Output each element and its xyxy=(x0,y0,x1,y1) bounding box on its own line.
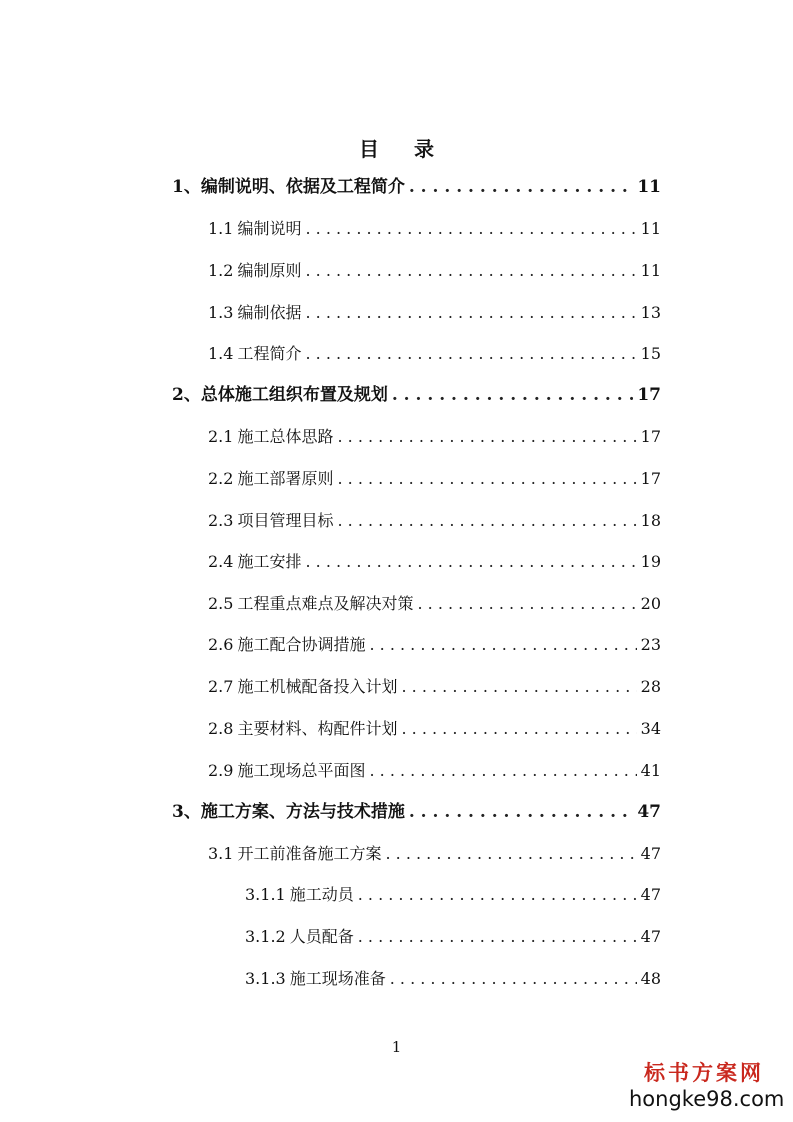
toc-entry-page: 47 xyxy=(640,844,661,863)
toc-entry-number: 3.1 xyxy=(208,844,234,863)
toc-entry-number: 2.2 xyxy=(208,469,234,488)
toc-entry-page: 20 xyxy=(640,594,661,613)
dot-leader xyxy=(337,466,636,492)
dot-leader xyxy=(390,966,637,992)
toc-entry-page: 11 xyxy=(637,177,661,197)
toc-entry-number: 1.2 xyxy=(208,261,234,280)
toc-entry-number: 1.4 xyxy=(208,344,234,363)
dot-leader xyxy=(337,424,636,450)
toc-entry-page: 23 xyxy=(640,635,661,654)
dot-leader xyxy=(305,216,636,242)
toc-entry[interactable] xyxy=(245,966,661,992)
toc-entry-page: 15 xyxy=(640,344,661,363)
dot-leader xyxy=(337,508,636,534)
toc-entry-text: 工程简介 xyxy=(237,344,302,363)
toc-entry-page: 17 xyxy=(637,385,661,405)
dot-leader xyxy=(358,924,637,950)
dot-leader xyxy=(369,758,636,784)
dot-leader xyxy=(305,258,636,284)
toc-entry-page: 48 xyxy=(640,969,661,988)
toc-entry-page: 47 xyxy=(640,885,661,904)
toc-entry[interactable] xyxy=(208,841,661,867)
toc-entry-page: 28 xyxy=(640,677,661,696)
toc-entry-text: 编制说明、依据及工程简介 xyxy=(200,177,405,197)
toc-entry-number: 2.8 xyxy=(208,719,234,738)
toc-entry-text: 施工部署原则 xyxy=(237,469,334,488)
toc-entry[interactable] xyxy=(172,174,661,200)
toc-entry-number: 2、 xyxy=(172,385,201,405)
dot-leader xyxy=(358,882,637,908)
toc-entry-text: 总体施工组织布置及规划 xyxy=(200,385,388,405)
toc-entry-number: 1、 xyxy=(172,177,201,197)
toc-entry-text: 施工配合协调措施 xyxy=(237,635,366,654)
toc-entry-text: 工程重点难点及解决对策 xyxy=(237,594,414,613)
dot-leader xyxy=(401,716,636,742)
toc-entry-page: 11 xyxy=(640,261,661,280)
toc-entry-number: 2.1 xyxy=(208,427,234,446)
toc-entry[interactable] xyxy=(208,258,661,284)
toc-entry-number: 2.3 xyxy=(208,511,234,530)
watermark xyxy=(629,1060,785,1112)
toc-entry-page: 17 xyxy=(640,469,661,488)
toc-entry-text: 施工动员 xyxy=(289,885,354,904)
toc-entry[interactable] xyxy=(208,216,661,242)
dot-leader xyxy=(385,841,636,867)
toc-entry-page: 13 xyxy=(640,303,661,322)
toc-title: 目 录 xyxy=(359,137,448,161)
toc-entry-text: 开工前准备施工方案 xyxy=(237,844,382,863)
toc-entry-number: 3.1.2 xyxy=(245,927,286,946)
dot-leader xyxy=(409,174,633,200)
toc-entry-page: 18 xyxy=(640,511,661,530)
toc-entry[interactable] xyxy=(208,632,661,658)
toc-entry[interactable] xyxy=(208,424,661,450)
toc-entry-text: 主要材料、构配件计划 xyxy=(237,719,398,738)
toc-entry-text: 施工总体思路 xyxy=(237,427,334,446)
toc-entry[interactable] xyxy=(208,591,661,617)
toc-entry-page: 17 xyxy=(640,427,661,446)
toc-entry[interactable] xyxy=(208,674,661,700)
toc-entry-page: 47 xyxy=(637,802,661,822)
toc-entry-number: 1.1 xyxy=(208,219,234,238)
toc-entry-text: 施工现场准备 xyxy=(289,969,386,988)
toc-entry-number: 1.3 xyxy=(208,303,234,322)
toc-entry-text: 项目管理目标 xyxy=(237,511,334,530)
toc-entry-number: 2.9 xyxy=(208,761,234,780)
dot-leader xyxy=(401,674,636,700)
watermark-url: hongke98.com xyxy=(629,1087,785,1111)
toc-entry[interactable] xyxy=(208,466,661,492)
dot-leader xyxy=(392,382,633,408)
page-number: 1 xyxy=(391,1038,402,1056)
toc-entry-page: 47 xyxy=(640,927,661,946)
toc-entry-page: 11 xyxy=(640,219,661,238)
toc-entry[interactable] xyxy=(208,716,661,742)
dot-leader xyxy=(305,300,636,326)
dot-leader xyxy=(409,799,633,825)
toc-entry-text: 施工机械配备投入计划 xyxy=(237,677,398,696)
toc-entry-number: 2.7 xyxy=(208,677,234,696)
toc-entry[interactable] xyxy=(208,758,661,784)
toc-entry[interactable] xyxy=(245,924,661,950)
toc-entry[interactable] xyxy=(208,341,661,367)
toc-entry-text: 施工安排 xyxy=(237,552,302,571)
toc-entry-number: 2.6 xyxy=(208,635,234,654)
toc-entry-text: 施工方案、方法与技术措施 xyxy=(200,802,405,822)
toc-entry-text: 编制依据 xyxy=(237,303,302,322)
toc-entry[interactable] xyxy=(245,882,661,908)
watermark-brand: 标书方案网 xyxy=(644,1061,764,1085)
toc-entry-page: 34 xyxy=(640,719,661,738)
toc-entry-number: 3.1.1 xyxy=(245,885,286,904)
toc-entry-text: 编制说明 xyxy=(237,219,302,238)
toc-entry[interactable] xyxy=(208,508,661,534)
toc-entry-text: 人员配备 xyxy=(289,927,354,946)
toc-entry-page: 41 xyxy=(640,761,661,780)
toc-entry-text: 编制原则 xyxy=(237,261,302,280)
dot-leader xyxy=(305,341,636,367)
toc-entry-page: 19 xyxy=(640,552,661,571)
toc-entry-number: 3.1.3 xyxy=(245,969,286,988)
toc-entry-number: 2.4 xyxy=(208,552,234,571)
toc-entry[interactable] xyxy=(208,549,661,575)
toc-entry[interactable] xyxy=(172,799,661,825)
toc-entry-number: 2.5 xyxy=(208,594,234,613)
dot-leader xyxy=(417,591,636,617)
toc-entry-number: 3、 xyxy=(172,802,201,822)
dot-leader xyxy=(305,549,636,575)
toc-entry-text: 施工现场总平面图 xyxy=(237,761,366,780)
dot-leader xyxy=(369,632,636,658)
toc-entry[interactable] xyxy=(208,300,661,326)
toc-entry[interactable] xyxy=(172,382,661,408)
